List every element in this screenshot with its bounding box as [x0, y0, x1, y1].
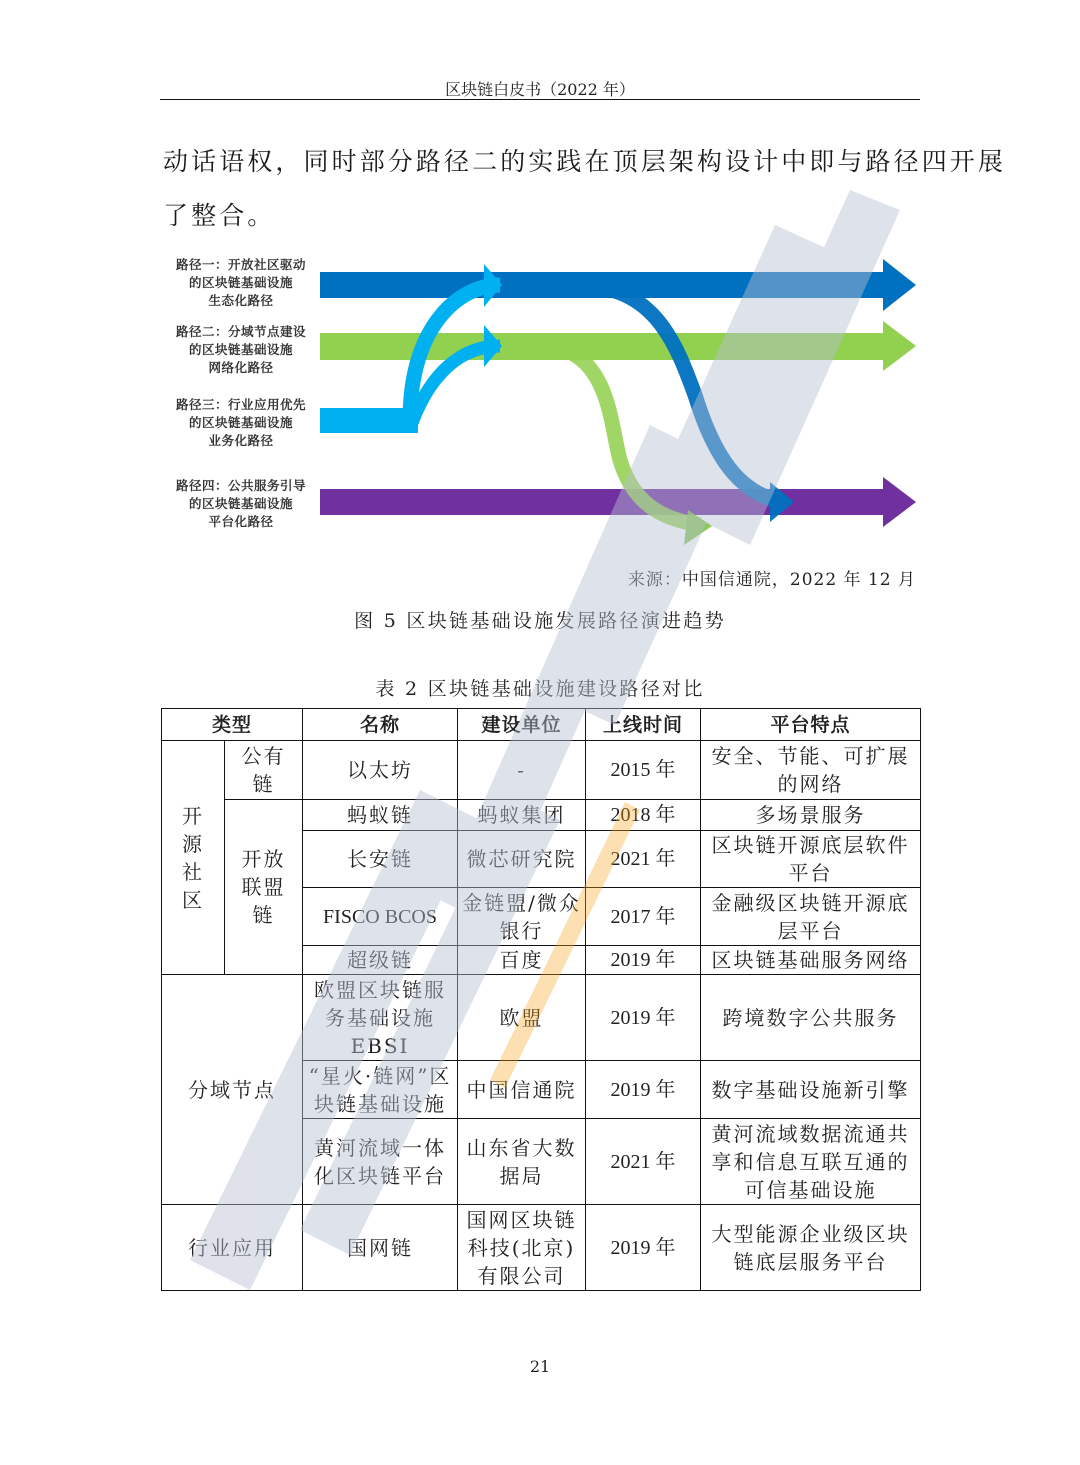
cell-builder: 中国信通院: [458, 1061, 586, 1119]
cell-feature: 区块链开源底层软件平台: [701, 831, 921, 888]
path2-label: [160, 323, 322, 377]
running-header-title: 区块链白皮书（2022 年）: [445, 80, 635, 99]
cell-feature: 多场景服务: [701, 800, 921, 831]
figure-caption: 图 5 区块链基础设施发展路径演进趋势: [354, 610, 726, 632]
group-open-source: 开源社区: [162, 741, 225, 975]
cell-name: 蚂蚁链: [303, 800, 458, 831]
cell-feature: 区块链基础服务网络: [701, 946, 921, 975]
header-builder: 建设单位: [458, 709, 586, 741]
cell-launch: 2018 年: [586, 800, 701, 831]
cell-launch: 2015 年: [586, 741, 701, 800]
cell-builder: 百度: [458, 946, 586, 975]
cell-feature: 黄河流域数据流通共享和信息互联互通的可信基础设施: [701, 1119, 921, 1205]
cell-feature: 跨境数字公共服务: [701, 975, 921, 1061]
table-row: [162, 741, 921, 800]
path2-label-line: 的区块链基础设施: [188, 342, 293, 357]
body-paragraph-line-2: 了整合。: [163, 201, 276, 230]
cell-name: 欧盟区块链服务基础设施EBSI: [303, 975, 458, 1061]
path4-label-line: 平台化路径: [208, 514, 274, 529]
cell-builder: 国网区块链科技(北京)有限公司: [458, 1205, 586, 1291]
table-caption: 表 2 区块链基础设施建设路径对比: [375, 678, 705, 700]
path-evolution-diagram: [320, 245, 920, 555]
cell-launch: 2019 年: [586, 1061, 701, 1119]
table-row: [162, 1205, 921, 1291]
cell-name: 黄河流域一体化区块链平台: [303, 1119, 458, 1205]
cell-feature: 数字基础设施新引擎: [701, 1061, 921, 1119]
cell-name: 以太坊: [303, 741, 458, 800]
subgroup-consortium-chain: 开放联盟链: [225, 800, 303, 975]
cell-launch: 2021 年: [586, 1119, 701, 1205]
cell-name: FISCO BCOS: [303, 888, 458, 946]
header-name: 名称: [303, 709, 458, 741]
table-row: [162, 800, 921, 831]
cell-launch: 2019 年: [586, 946, 701, 975]
cell-feature: 安全、节能、可扩展的网络: [701, 741, 921, 800]
cell-launch: 2021 年: [586, 831, 701, 888]
group-industry-app: 行业应用: [162, 1205, 303, 1291]
path1-label-line: 路径一：开放社区驱动: [175, 257, 306, 272]
header-launch: 上线时间: [586, 709, 701, 741]
path3-label-line: 业务化路径: [208, 433, 274, 448]
cell-name: “星火·链网”区块链基础设施: [303, 1061, 458, 1119]
figure-source: 来源：中国信通院，2022 年 12 月: [627, 570, 916, 590]
comparison-table: [161, 708, 921, 1291]
path1-label: [160, 256, 322, 310]
cell-feature: 金融级区块链开源底层平台: [701, 888, 921, 946]
path3-label: [160, 396, 322, 450]
path4-label: [160, 477, 322, 531]
cell-launch: 2017 年: [586, 888, 701, 946]
path4-label-line: 路径四：公共服务引导: [175, 478, 306, 493]
cell-builder: 微芯研究院: [458, 831, 586, 888]
path3-label-line: 的区块链基础设施: [188, 415, 293, 430]
subgroup-public-chain: 公有链: [225, 741, 303, 800]
cell-builder: 山东省大数据局: [458, 1119, 586, 1205]
cell-builder: 金链盟/微众银行: [458, 888, 586, 946]
cell-name: 长安链: [303, 831, 458, 888]
page-number: 21: [529, 1357, 551, 1376]
cell-launch: 2019 年: [586, 1205, 701, 1291]
path4-arrow: [320, 477, 916, 527]
table-header-row: [162, 709, 921, 741]
cell-name: 超级链: [303, 946, 458, 975]
cell-builder: 蚂蚁集团: [458, 800, 586, 831]
path3-label-line: 路径三：行业应用优先: [175, 397, 306, 412]
header-type: 类型: [162, 709, 303, 741]
cell-builder: 欧盟: [458, 975, 586, 1061]
cell-launch: 2019 年: [586, 975, 701, 1061]
path1-label-line: 的区块链基础设施: [188, 275, 293, 290]
path2-label-line: 路径二：分域节点建设: [175, 324, 306, 339]
path2-label-line: 网络化路径: [208, 360, 274, 375]
cell-builder: -: [458, 741, 586, 800]
body-paragraph-line-1: 动话语权，同时部分路径二的实践在顶层架构设计中即与路径四开展: [163, 147, 1007, 176]
group-domain-nodes: 分域节点: [162, 975, 303, 1205]
path4-label-line: 的区块链基础设施: [188, 496, 293, 511]
cell-feature: 大型能源企业级区块链底层服务平台: [701, 1205, 921, 1291]
path1-label-line: 生态化路径: [208, 293, 274, 308]
header-feature: 平台特点: [701, 709, 921, 741]
cell-name: 国网链: [303, 1205, 458, 1291]
header-divider: [160, 99, 920, 100]
table-row: [162, 975, 921, 1061]
